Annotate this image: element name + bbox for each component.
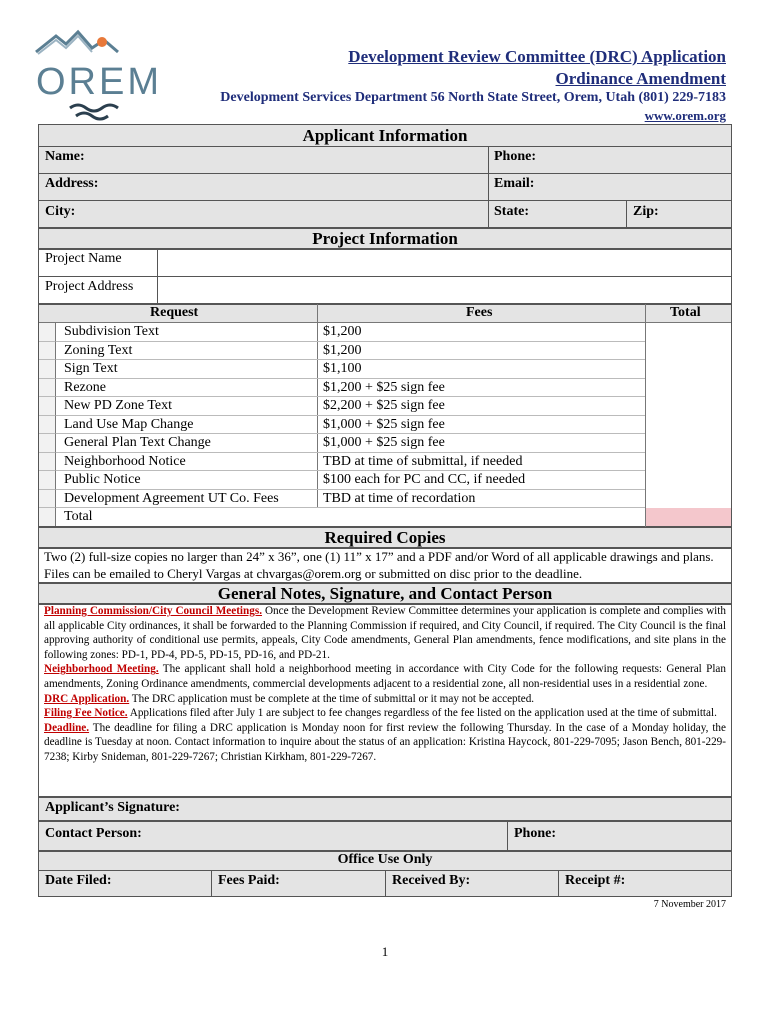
fee-request: Subdivision Text: [64, 324, 159, 339]
address-field[interactable]: Address:: [45, 176, 99, 191]
logo-wordmark: OREM: [36, 61, 162, 103]
copies-text: Two (2) full-size copies no larger than 24” x 36”, one (1) 11” x 17” and a PDF and/or Word of all applicable drawings and plans. Files can be emailed to Cheryl Vargas at chvargas@orem.org or submitted on disc prior to the deadline.: [44, 549, 714, 581]
request-checkbox[interactable]: [39, 453, 56, 472]
fee-request: Land Use Map Change: [64, 416, 194, 432]
revision-date: 7 November 2017: [653, 899, 726, 910]
orem-logo: [34, 28, 164, 124]
project-name-label: Project Name: [45, 251, 122, 266]
note-text: Once the Development Review Committee determines your application is complete and complies with all applicable City ordinances, it shall be forwarded to the Planning Commission if required, and City Council, if required. The City Council is the final approving authority of conditional use permits, appeals, City Code amendments, General Plan amendments, fence modifications, and site plans in the following zones: PD-1, PD-4, PD-5, PD-15, PD-16, and PD-21.: [44, 605, 726, 661]
notes-title: General Notes, Signature, and Contact Person: [217, 584, 553, 603]
name-field[interactable]: Name:: [45, 149, 85, 164]
phone-field[interactable]: Phone:: [494, 149, 536, 164]
fee-amount: $1,200: [323, 324, 362, 339]
state-field[interactable]: State:: [494, 204, 529, 219]
form-subtitle: Ordinance Amendment: [555, 69, 726, 88]
request-checkbox[interactable]: [39, 471, 56, 490]
contact-row: [38, 821, 732, 851]
total-label: Total: [64, 509, 93, 524]
receipt-field[interactable]: Receipt #:: [565, 873, 626, 888]
note-heading: Deadline.: [44, 721, 90, 734]
received-by-field[interactable]: Received By:: [392, 873, 471, 888]
date-filed-field[interactable]: Date Filed:: [45, 873, 112, 888]
note-text: The deadline for filing a DRC application is Monday noon for first review the following Thursday. In the case of a Monday holiday, the deadline is Tuesday at noon. Contact information to inquire about the status of an application: Kristina Haycock, 801-229-7095; Jason Bench, 801-229-7238; Kirby Snideman, 801-229-7267; Christian Kirkham, 801-229-7267.: [44, 721, 726, 763]
fee-amount: $1,200: [323, 342, 362, 358]
project-address-input[interactable]: [165, 279, 725, 301]
fee-request: Rezone: [64, 379, 106, 395]
fees-paid-field[interactable]: Fees Paid:: [218, 873, 280, 888]
fee-request: Sign Text: [64, 361, 118, 376]
page-number: 1: [381, 944, 389, 959]
col-total: Total: [670, 305, 701, 320]
request-checkbox[interactable]: [39, 360, 56, 379]
fee-request: Public Notice: [64, 472, 141, 487]
city-field[interactable]: City:: [45, 204, 76, 219]
project-name-input[interactable]: [165, 251, 725, 273]
fee-request: Neighborhood Notice: [64, 453, 186, 469]
request-checkbox[interactable]: [39, 397, 56, 416]
note-heading: Filing Fee Notice.: [44, 707, 128, 720]
total-input[interactable]: [646, 508, 731, 526]
request-checkbox[interactable]: [39, 434, 56, 453]
request-checkbox[interactable]: [39, 490, 56, 509]
note-text: The applicant shall hold a neighborhood meeting in accordance with City Code for the following requests: General Plan amendments, Zoning Ordinance amendments, commercial developments adjacent to a residential zone, all non-residential uses in a residential zone.: [44, 663, 726, 690]
fee-request: General Plan Text Change: [64, 435, 211, 450]
form-title: Development Review Committee (DRC) Application: [348, 47, 726, 66]
fee-request: New PD Zone Text: [64, 398, 173, 413]
col-request: Request: [150, 305, 199, 320]
project-title: Project Information: [312, 229, 458, 248]
request-checkbox[interactable]: [39, 379, 56, 398]
fee-amount: TBD at time of submittal, if needed: [323, 453, 523, 469]
fee-amount: TBD at time of recordation: [323, 490, 476, 506]
website-link[interactable]: www.orem.org: [644, 108, 726, 123]
fee-request: Development Agreement UT Co. Fees: [64, 490, 279, 506]
note-heading: Planning Commission/City Council Meetings.: [44, 605, 263, 617]
department-info: Development Services Department 56 North State Street, Orem, Utah (801) 229-7183: [220, 90, 726, 105]
note-heading: Neighborhood Meeting.: [44, 663, 159, 676]
fee-amount: $1,200 + $25 sign fee: [323, 379, 445, 395]
applicant-box: [38, 146, 732, 228]
fee-amount: $2,200 + $25 sign fee: [323, 398, 445, 413]
fee-request: Zoning Text: [64, 342, 133, 358]
fee-amount: $1,100: [323, 361, 362, 376]
contact-person-field[interactable]: Contact Person:: [45, 826, 142, 841]
office-use-title: Office Use Only: [337, 852, 433, 867]
notes-body: [44, 604, 726, 765]
fee-amount: $100 each for PC and CC, if needed: [323, 472, 526, 487]
copies-title: Required Copies: [324, 528, 446, 547]
zip-field[interactable]: Zip:: [633, 204, 659, 219]
total-spacer: [39, 508, 56, 526]
note-heading: DRC Application.: [44, 692, 130, 705]
fee-amount: $1,000 + $25 sign fee: [323, 416, 445, 432]
project-address-label: Project Address: [45, 279, 134, 294]
signature-label: Applicant’s Signature:: [45, 800, 180, 815]
request-checkbox[interactable]: [39, 342, 56, 361]
note-text: The DRC application must be complete at the time of submittal or it may not be accepted.: [129, 692, 535, 705]
email-field[interactable]: Email:: [494, 176, 535, 191]
request-checkbox[interactable]: [39, 323, 56, 342]
contact-phone-field[interactable]: Phone:: [514, 826, 556, 841]
note-text: Applications filed after July 1 are subject to fee changes regardless of the fee listed on the application used at the time of submittal.: [127, 707, 717, 720]
fee-amount: $1,000 + $25 sign fee: [323, 435, 445, 450]
request-checkbox[interactable]: [39, 416, 56, 435]
applicant-title: Applicant Information: [302, 126, 468, 145]
col-fees: Fees: [466, 305, 493, 320]
